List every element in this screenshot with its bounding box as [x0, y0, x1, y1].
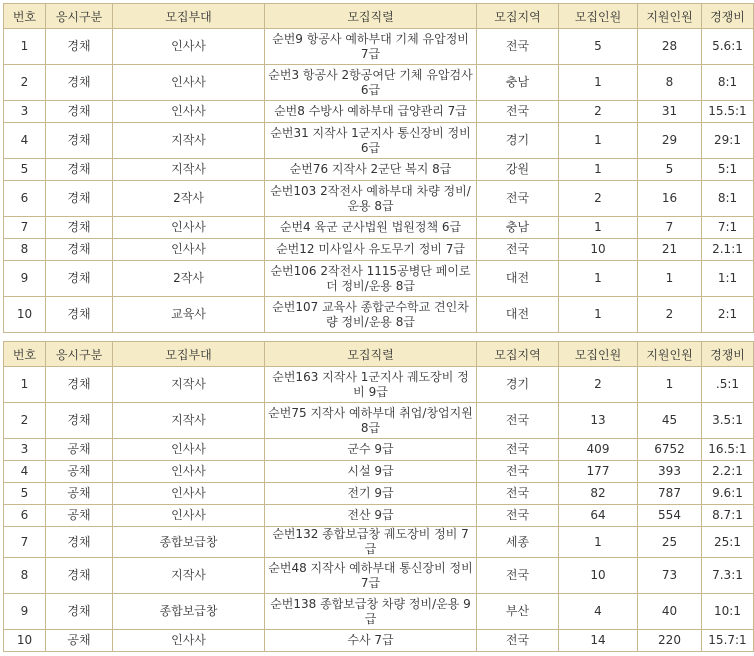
cell-applicants: 8 — [638, 65, 702, 101]
header-unit: 모집부대 — [113, 4, 265, 29]
cell-type: 경채 — [46, 239, 113, 261]
header-quota: 모집인원 — [559, 342, 638, 367]
table-row — [4, 527, 754, 558]
cell-unit: 인사사 — [113, 630, 265, 652]
cell-type: 경채 — [46, 594, 113, 630]
cell-position: 순번163 지작사 1군지사 궤도장비 정비 9급 — [265, 367, 477, 403]
cell-type: 경채 — [46, 101, 113, 123]
cell-applicants: 2 — [638, 297, 702, 333]
table-row — [4, 630, 754, 652]
cell-unit: 인사사 — [113, 483, 265, 505]
cell-region: 강원 — [477, 159, 559, 181]
cell-type: 공채 — [46, 505, 113, 527]
cell-ratio: 2.2:1 — [702, 461, 754, 483]
table-header — [4, 4, 754, 29]
cell-no: 4 — [4, 123, 46, 159]
cell-no: 3 — [4, 101, 46, 123]
cell-no: 7 — [4, 527, 46, 558]
cell-position: 순번76 지작사 2군단 복지 8급 — [265, 159, 477, 181]
cell-applicants: 5 — [638, 159, 702, 181]
cell-type: 경채 — [46, 181, 113, 217]
cell-unit: 인사사 — [113, 29, 265, 65]
header-type: 응시구분 — [46, 342, 113, 367]
cell-type: 경채 — [46, 261, 113, 297]
header-position: 모집직렬 — [265, 342, 477, 367]
cell-type: 경채 — [46, 159, 113, 181]
cell-unit: 지작사 — [113, 123, 265, 159]
cell-no: 7 — [4, 217, 46, 239]
cell-no: 10 — [4, 297, 46, 333]
cell-applicants: 40 — [638, 594, 702, 630]
cell-position: 순번4 육군 군사법원 법원정책 6급 — [265, 217, 477, 239]
header-unit: 모집부대 — [113, 342, 265, 367]
cell-no: 6 — [4, 181, 46, 217]
cell-quota: 409 — [559, 439, 638, 461]
cell-unit: 인사사 — [113, 439, 265, 461]
cell-applicants: 45 — [638, 403, 702, 439]
cell-quota: 14 — [559, 630, 638, 652]
cell-ratio: .5:1 — [702, 367, 754, 403]
cell-unit: 지작사 — [113, 403, 265, 439]
cell-region: 대전 — [477, 297, 559, 333]
cell-position: 순번48 지작사 예하부대 통신장비 정비 7급 — [265, 558, 477, 594]
cell-type: 경채 — [46, 527, 113, 558]
cell-position: 시설 9급 — [265, 461, 477, 483]
cell-region: 전국 — [477, 505, 559, 527]
cell-type: 경채 — [46, 558, 113, 594]
cell-quota: 1 — [559, 217, 638, 239]
cell-applicants: 28 — [638, 29, 702, 65]
cell-no: 5 — [4, 483, 46, 505]
table-row — [4, 439, 754, 461]
cell-no: 9 — [4, 594, 46, 630]
cell-applicants: 1 — [638, 261, 702, 297]
cell-ratio: 25:1 — [702, 527, 754, 558]
cell-position: 수사 7급 — [265, 630, 477, 652]
cell-applicants: 73 — [638, 558, 702, 594]
cell-ratio: 2.1:1 — [702, 239, 754, 261]
cell-ratio: 8:1 — [702, 65, 754, 101]
header-type: 응시구분 — [46, 4, 113, 29]
cell-unit: 지작사 — [113, 558, 265, 594]
cell-position: 전산 9급 — [265, 505, 477, 527]
table-row — [4, 594, 754, 630]
cell-type: 공채 — [46, 439, 113, 461]
cell-quota: 13 — [559, 403, 638, 439]
cell-position: 순번75 지작사 예하부대 취업/창업지원 8급 — [265, 403, 477, 439]
cell-type: 경채 — [46, 367, 113, 403]
cell-quota: 64 — [559, 505, 638, 527]
cell-position: 군수 9급 — [265, 439, 477, 461]
cell-position: 순번31 지작사 1군지사 통신장비 정비 6급 — [265, 123, 477, 159]
cell-region: 경기 — [477, 123, 559, 159]
cell-applicants: 21 — [638, 239, 702, 261]
header-applicants: 지원인원 — [638, 4, 702, 29]
cell-unit: 지작사 — [113, 367, 265, 403]
cell-unit: 인사사 — [113, 101, 265, 123]
cell-ratio: 8:1 — [702, 181, 754, 217]
cell-type: 경채 — [46, 65, 113, 101]
cell-position: 순번106 2작전사 1115공병단 페이로더 정비/운용 8급 — [265, 261, 477, 297]
table-row — [4, 297, 754, 333]
cell-region: 전국 — [477, 558, 559, 594]
cell-no: 3 — [4, 439, 46, 461]
header-no: 번호 — [4, 4, 46, 29]
table-body — [4, 367, 754, 652]
header-no: 번호 — [4, 342, 46, 367]
cell-position: 순번132 종합보급창 궤도장비 정비 7급 — [265, 527, 477, 558]
cell-no: 8 — [4, 239, 46, 261]
cell-type: 공채 — [46, 461, 113, 483]
cell-ratio: 7.3:1 — [702, 558, 754, 594]
cell-type: 경채 — [46, 217, 113, 239]
cell-applicants: 7 — [638, 217, 702, 239]
cell-quota: 1 — [559, 261, 638, 297]
header-position: 모집직렬 — [265, 4, 477, 29]
header-row — [4, 4, 754, 29]
table-body — [4, 29, 754, 333]
cell-quota: 5 — [559, 29, 638, 65]
cell-no: 10 — [4, 630, 46, 652]
cell-no: 8 — [4, 558, 46, 594]
cell-applicants: 220 — [638, 630, 702, 652]
table-row — [4, 159, 754, 181]
header-region: 모집지역 — [477, 4, 559, 29]
cell-region: 세종 — [477, 527, 559, 558]
cell-region: 충남 — [477, 217, 559, 239]
cell-region: 경기 — [477, 367, 559, 403]
cell-type: 경채 — [46, 29, 113, 65]
cell-ratio: 10:1 — [702, 594, 754, 630]
table-row — [4, 29, 754, 65]
cell-applicants: 16 — [638, 181, 702, 217]
cell-type: 경채 — [46, 403, 113, 439]
table-row — [4, 217, 754, 239]
cell-applicants: 787 — [638, 483, 702, 505]
cell-quota: 2 — [559, 367, 638, 403]
cell-ratio: 3.5:1 — [702, 403, 754, 439]
cell-unit: 인사사 — [113, 217, 265, 239]
cell-position: 순번107 교육사 종합군수학교 견인차량 정비/운용 8급 — [265, 297, 477, 333]
cell-applicants: 393 — [638, 461, 702, 483]
cell-type: 경채 — [46, 123, 113, 159]
cell-quota: 1 — [559, 123, 638, 159]
cell-quota: 10 — [559, 239, 638, 261]
cell-region: 전국 — [477, 461, 559, 483]
cell-unit: 종합보급창 — [113, 594, 265, 630]
cell-region: 전국 — [477, 483, 559, 505]
header-quota: 모집인원 — [559, 4, 638, 29]
cell-region: 전국 — [477, 403, 559, 439]
cell-unit: 인사사 — [113, 239, 265, 261]
cell-no: 5 — [4, 159, 46, 181]
cell-type: 경채 — [46, 297, 113, 333]
cell-unit: 2작사 — [113, 181, 265, 217]
table-row — [4, 367, 754, 403]
header-row — [4, 342, 754, 367]
table-row — [4, 65, 754, 101]
cell-quota: 10 — [559, 558, 638, 594]
cell-unit: 지작사 — [113, 159, 265, 181]
cell-no: 6 — [4, 505, 46, 527]
cell-quota: 1 — [559, 297, 638, 333]
table-header — [4, 342, 754, 367]
cell-ratio: 9.6:1 — [702, 483, 754, 505]
cell-no: 2 — [4, 65, 46, 101]
table-row — [4, 505, 754, 527]
header-ratio: 경쟁비 — [702, 4, 754, 29]
cell-region: 부산 — [477, 594, 559, 630]
header-region: 모집지역 — [477, 342, 559, 367]
table-row — [4, 181, 754, 217]
cell-quota: 2 — [559, 181, 638, 217]
cell-no: 1 — [4, 29, 46, 65]
cell-region: 대전 — [477, 261, 559, 297]
cell-position: 순번9 항공사 예하부대 기체 유압정비 7급 — [265, 29, 477, 65]
cell-quota: 1 — [559, 527, 638, 558]
table-row — [4, 558, 754, 594]
cell-unit: 인사사 — [113, 505, 265, 527]
cell-no: 4 — [4, 461, 46, 483]
cell-ratio: 16.5:1 — [702, 439, 754, 461]
cell-applicants: 29 — [638, 123, 702, 159]
cell-applicants: 554 — [638, 505, 702, 527]
cell-position: 순번103 2작전사 예하부대 차량 정비/운용 8급 — [265, 181, 477, 217]
cell-position: 순번12 미사일사 유도무기 정비 7급 — [265, 239, 477, 261]
cell-no: 2 — [4, 403, 46, 439]
cell-applicants: 25 — [638, 527, 702, 558]
cell-ratio: 15.5:1 — [702, 101, 754, 123]
cell-position: 순번3 항공사 2항공여단 기체 유압검사 6급 — [265, 65, 477, 101]
cell-ratio: 8.7:1 — [702, 505, 754, 527]
cell-region: 충남 — [477, 65, 559, 101]
table-row — [4, 239, 754, 261]
cell-position: 순번138 종합보급창 차량 정비/운용 9급 — [265, 594, 477, 630]
table-row — [4, 403, 754, 439]
cell-applicants: 1 — [638, 367, 702, 403]
cell-ratio: 1:1 — [702, 261, 754, 297]
cell-quota: 2 — [559, 101, 638, 123]
cell-position: 순번8 수방사 예하부대 급양관리 7급 — [265, 101, 477, 123]
table-row — [4, 101, 754, 123]
cell-ratio: 2:1 — [702, 297, 754, 333]
cell-ratio: 5.6:1 — [702, 29, 754, 65]
cell-unit: 종합보급창 — [113, 527, 265, 558]
cell-ratio: 7:1 — [702, 217, 754, 239]
recruitment-table-1 — [3, 3, 754, 333]
cell-applicants: 31 — [638, 101, 702, 123]
cell-type: 공채 — [46, 483, 113, 505]
cell-region: 전국 — [477, 439, 559, 461]
cell-no: 9 — [4, 261, 46, 297]
cell-ratio: 15.7:1 — [702, 630, 754, 652]
recruitment-table-2 — [3, 341, 754, 652]
cell-quota: 82 — [559, 483, 638, 505]
cell-quota: 1 — [559, 159, 638, 181]
cell-position: 전기 9급 — [265, 483, 477, 505]
cell-region: 전국 — [477, 29, 559, 65]
cell-region: 전국 — [477, 101, 559, 123]
cell-ratio: 5:1 — [702, 159, 754, 181]
header-ratio: 경쟁비 — [702, 342, 754, 367]
cell-quota: 177 — [559, 461, 638, 483]
cell-ratio: 29:1 — [702, 123, 754, 159]
cell-applicants: 6752 — [638, 439, 702, 461]
cell-unit: 인사사 — [113, 65, 265, 101]
table-row — [4, 123, 754, 159]
header-applicants: 지원인원 — [638, 342, 702, 367]
cell-unit: 인사사 — [113, 461, 265, 483]
cell-region: 전국 — [477, 239, 559, 261]
cell-quota: 1 — [559, 65, 638, 101]
table-row — [4, 461, 754, 483]
cell-no: 1 — [4, 367, 46, 403]
table-row — [4, 261, 754, 297]
cell-quota: 4 — [559, 594, 638, 630]
cell-region: 전국 — [477, 181, 559, 217]
table-row — [4, 483, 754, 505]
cell-unit: 2작사 — [113, 261, 265, 297]
cell-type: 공채 — [46, 630, 113, 652]
cell-region: 전국 — [477, 630, 559, 652]
cell-unit: 교육사 — [113, 297, 265, 333]
